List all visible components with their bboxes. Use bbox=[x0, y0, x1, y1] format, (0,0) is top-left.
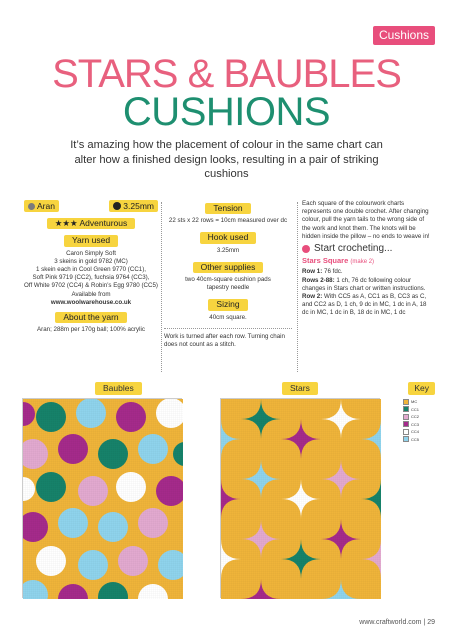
grid bbox=[23, 399, 183, 599]
about-yarn-label: About the yarn bbox=[55, 312, 126, 323]
column-pattern bbox=[302, 200, 434, 318]
key-code: CC1 bbox=[411, 406, 420, 412]
yarn-weight: Aran bbox=[37, 201, 55, 211]
hook-icon bbox=[113, 202, 121, 210]
key-code: CC5 bbox=[411, 436, 420, 442]
key-row bbox=[403, 413, 431, 421]
row-2-text: With CC5 as A, CC1 as B, CC3 as C, and CC2 as D, 1 ch, 9 dc in MC, 1 dc in A, 18 dc in MC, 1 dc in B, 18 dc in MC, 1 dc bbox=[302, 293, 427, 317]
yarn-line: Soft Pink 9719 (CC2), fuchsia 9764 (CC3), bbox=[32, 274, 150, 282]
yarn-line: 1 skein each in Cool Green 9770 (CC1), bbox=[35, 266, 147, 274]
row-1-label: Row 1: bbox=[302, 268, 323, 276]
yarn-ball-icon bbox=[28, 203, 35, 210]
hook-used-text: 3.25mm bbox=[216, 246, 240, 254]
start-heading-text: Start crocheting... bbox=[314, 243, 393, 255]
rows-2-88-text: 1 ch, 76 dc following colour changes in Stars chart or written instructions. bbox=[302, 276, 426, 292]
difficulty-badge bbox=[47, 218, 136, 229]
tension-label: Tension bbox=[205, 203, 250, 214]
yarn-line: Available from bbox=[71, 290, 111, 298]
section-tab: Cushions bbox=[373, 26, 435, 45]
start-heading bbox=[302, 245, 434, 253]
key-row bbox=[403, 406, 431, 414]
yarn-hook-row bbox=[24, 200, 158, 212]
key-row bbox=[403, 398, 431, 406]
key-code: CC2 bbox=[411, 414, 420, 420]
row-2 bbox=[302, 293, 434, 318]
pattern-make: (make 2) bbox=[350, 259, 375, 266]
yarn-line: 3 skeins in gold 9782 (MC) bbox=[54, 257, 128, 265]
tension-text: 22 sts x 22 rows = 10cm measured over dc bbox=[168, 217, 288, 225]
baubles-chart bbox=[22, 398, 182, 598]
yarn-line: Off White 9702 (CC4) & Robin’s Egg 9780 (CC5) bbox=[24, 282, 158, 290]
column-details bbox=[164, 200, 292, 349]
difficulty-stars: ★★★ bbox=[54, 218, 78, 229]
key-swatch bbox=[403, 429, 409, 435]
key-swatch bbox=[403, 421, 409, 427]
pattern-title-text: Stars Square bbox=[302, 256, 349, 266]
row-2-label: Row 2: bbox=[302, 293, 323, 301]
yarn-used-label: Yarn used bbox=[64, 235, 118, 246]
key-code: CC4 bbox=[411, 429, 420, 435]
sizing-text: 40cm square. bbox=[209, 313, 247, 321]
grid bbox=[221, 399, 381, 599]
colourwork-note: Each square of the colourwork charts represents one double crochet. After changing colour, pull the yarn tails to the wrong side of the work and knot them. The knots will be hidden inside the pillow – no ends to weave in! bbox=[302, 200, 430, 240]
yarn-weight-badge bbox=[24, 200, 59, 212]
key-label: Key bbox=[408, 382, 435, 395]
supplies-label: Other supplies bbox=[193, 262, 264, 273]
difficulty: Adventurous bbox=[79, 218, 128, 229]
key-swatch bbox=[403, 399, 409, 405]
supplies-text: two 40cm-square cushion pads tapestry needle bbox=[185, 276, 271, 292]
key-list bbox=[403, 398, 431, 443]
baubles-chart-svg bbox=[23, 399, 183, 599]
about-yarn-text: Aran; 288m per 170g ball; 100% acrylic bbox=[37, 326, 145, 334]
pattern-title bbox=[302, 257, 434, 266]
rows-2-88-label: Rows 2-88: bbox=[302, 276, 335, 284]
hook-size-badge bbox=[109, 200, 158, 212]
key-row bbox=[403, 421, 431, 429]
turning-note: Work is turned after each row. Turning chain does not count as a stitch. bbox=[164, 332, 285, 349]
key-code: CC3 bbox=[411, 421, 420, 427]
divider bbox=[161, 202, 162, 372]
key-swatch bbox=[403, 414, 409, 420]
hook-size: 3.25mm bbox=[123, 201, 154, 211]
row-1-text: 76 fdc. bbox=[324, 268, 343, 276]
stars-chart bbox=[220, 398, 380, 598]
website-link[interactable]: www.woolwarehouse.co.uk bbox=[50, 298, 132, 306]
row-1 bbox=[302, 268, 434, 276]
yarn-line: Caron Simply Soft bbox=[66, 249, 116, 257]
key-swatch bbox=[403, 406, 409, 412]
bullet-icon bbox=[302, 245, 310, 253]
page-footer: www.craftworld.com | 29 bbox=[359, 619, 435, 626]
title-line2: CUSHIONS bbox=[122, 90, 331, 134]
key-row bbox=[403, 428, 431, 436]
intro-text: It’s amazing how the placement of colour in the same chart can alter how a finished design looks, resulting in a pair of striking cushions bbox=[70, 139, 383, 180]
sizing-label: Sizing bbox=[208, 299, 247, 310]
key-code: MC bbox=[411, 399, 418, 405]
stars-chart-svg bbox=[221, 399, 381, 599]
hook-used-label: Hook used bbox=[200, 232, 257, 243]
baubles-label: Baubles bbox=[95, 382, 142, 395]
rows-2-88 bbox=[302, 277, 434, 293]
key-row bbox=[403, 436, 431, 444]
key-swatch bbox=[403, 436, 409, 442]
divider bbox=[297, 202, 298, 372]
title-line1: STARS & BAUBLES bbox=[52, 52, 401, 96]
stars-label: Stars bbox=[282, 382, 318, 395]
column-yarn bbox=[24, 200, 158, 334]
